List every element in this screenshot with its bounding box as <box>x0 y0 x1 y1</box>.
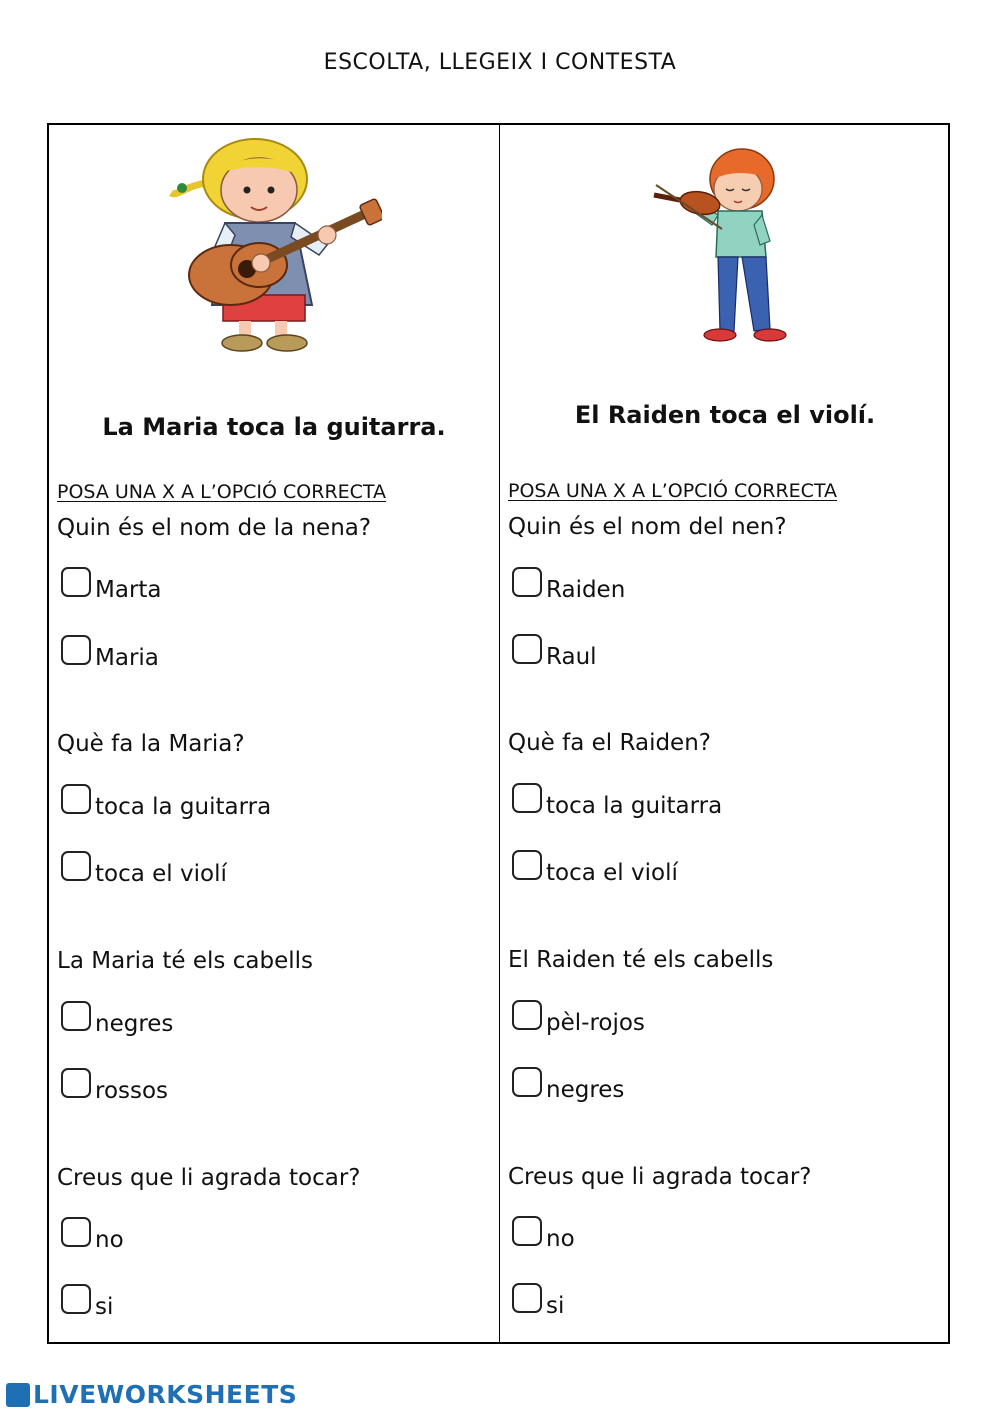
left-q1-option-1[interactable] <box>61 567 162 603</box>
checkbox[interactable] <box>512 850 542 880</box>
checkbox[interactable] <box>61 784 91 814</box>
option-label: toca la guitarra <box>546 793 723 819</box>
checkbox[interactable] <box>61 1068 91 1098</box>
right-instruction: POSA UNA X A L’OPCIÓ CORRECTA <box>508 480 838 502</box>
option-label: si <box>546 1293 565 1319</box>
left-question-3: La Maria té els cabells <box>57 948 313 974</box>
left-instruction: POSA UNA X A L’OPCIÓ CORRECTA <box>57 481 387 503</box>
girl-playing-guitar-icon <box>167 135 382 357</box>
checkbox[interactable] <box>512 567 542 597</box>
checkbox[interactable] <box>512 1283 542 1313</box>
right-q3-option-1[interactable] <box>512 1000 645 1036</box>
right-q2-option-2[interactable] <box>512 850 678 886</box>
left-q3-option-1[interactable] <box>61 1001 174 1037</box>
liveworksheets-logo[interactable] <box>6 1380 297 1409</box>
checkbox[interactable] <box>61 567 91 597</box>
left-caption: La Maria toca la guitarra. <box>102 413 446 441</box>
right-column <box>500 125 950 1342</box>
option-label: Marta <box>95 577 162 603</box>
option-label: rossos <box>95 1078 169 1104</box>
right-question-3: El Raiden té els cabells <box>508 947 774 973</box>
left-question-1: Quin és el nom de la nena? <box>57 515 372 541</box>
option-label: si <box>95 1294 114 1320</box>
worksheet-table <box>47 123 950 1344</box>
left-column <box>49 125 499 1342</box>
right-q1-option-2[interactable] <box>512 634 597 670</box>
checkbox[interactable] <box>512 1000 542 1030</box>
option-label: no <box>546 1226 575 1252</box>
option-label: Maria <box>95 645 159 671</box>
left-q3-option-2[interactable] <box>61 1068 169 1104</box>
option-label: no <box>95 1227 124 1253</box>
right-question-4: Creus que li agrada tocar? <box>508 1164 812 1190</box>
checkbox[interactable] <box>512 634 542 664</box>
option-label: negres <box>95 1011 174 1037</box>
page-title: ESCOLTA, LLEGEIX I CONTESTA <box>323 50 677 75</box>
checkbox[interactable] <box>512 783 542 813</box>
right-q4-option-1[interactable] <box>512 1216 575 1252</box>
checkbox[interactable] <box>61 635 91 665</box>
option-label: toca el violí <box>546 860 678 886</box>
left-q4-option-1[interactable] <box>61 1217 124 1253</box>
checkbox[interactable] <box>512 1216 542 1246</box>
option-label: toca el violí <box>95 861 227 887</box>
checkbox[interactable] <box>512 1067 542 1097</box>
right-question-1: Quin és el nom del nen? <box>508 514 787 540</box>
right-q3-option-2[interactable] <box>512 1067 625 1103</box>
right-q1-option-1[interactable] <box>512 567 626 603</box>
option-label: pèl-rojos <box>546 1010 645 1036</box>
option-label: Raul <box>546 644 597 670</box>
left-q4-option-2[interactable] <box>61 1284 114 1320</box>
liveworksheets-logo-icon <box>6 1383 30 1407</box>
boy-playing-violin-icon <box>650 145 800 345</box>
brand-name: LIVEWORKSHEETS <box>33 1380 298 1409</box>
right-q2-option-1[interactable] <box>512 783 723 819</box>
left-q1-option-2[interactable] <box>61 635 159 671</box>
checkbox[interactable] <box>61 1217 91 1247</box>
right-question-2: Què fa el Raiden? <box>508 730 711 756</box>
right-caption: El Raiden toca el violí. <box>574 401 876 429</box>
checkbox[interactable] <box>61 1284 91 1314</box>
left-q2-option-1[interactable] <box>61 784 272 820</box>
option-label: negres <box>546 1077 625 1103</box>
checkbox[interactable] <box>61 1001 91 1031</box>
option-label: toca la guitarra <box>95 794 272 820</box>
left-q2-option-2[interactable] <box>61 851 227 887</box>
left-question-2: Què fa la Maria? <box>57 731 245 757</box>
option-label: Raiden <box>546 577 626 603</box>
checkbox[interactable] <box>61 851 91 881</box>
left-question-4: Creus que li agrada tocar? <box>57 1165 361 1191</box>
right-q4-option-2[interactable] <box>512 1283 565 1319</box>
